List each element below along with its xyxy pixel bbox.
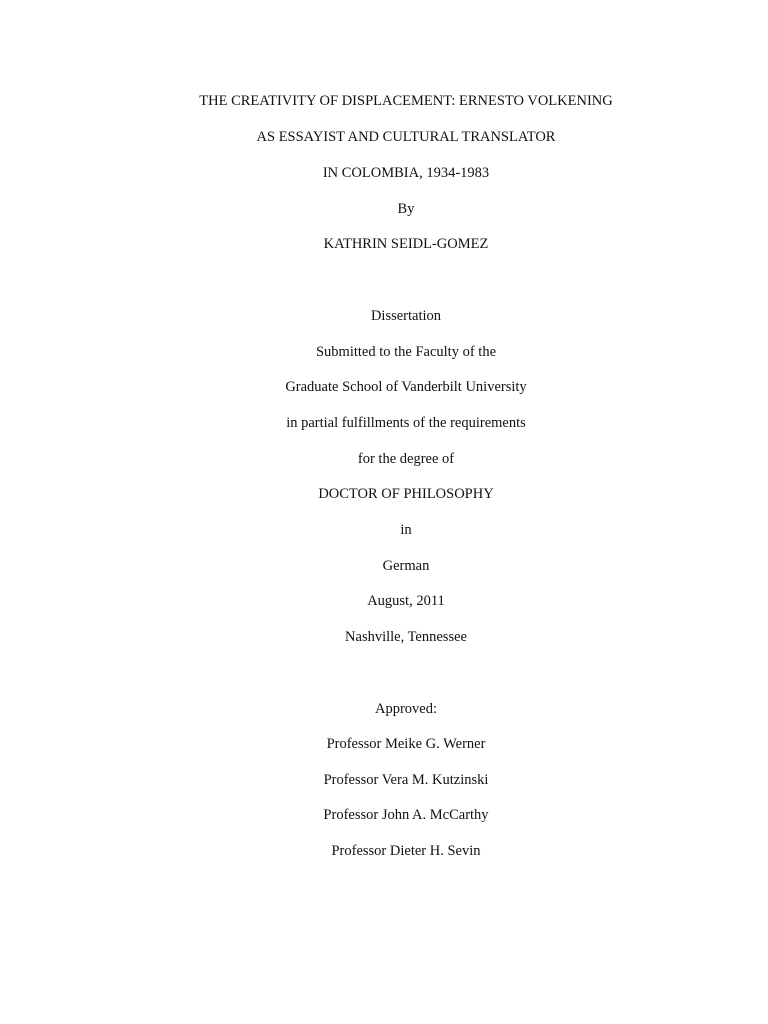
committee-member: Professor Vera M. Kutzinski	[323, 772, 489, 788]
submission-line-1: Submitted to the Faculty of the	[315, 344, 497, 360]
submission-line-3: in partial fulfillments of the requirements	[286, 415, 526, 431]
degree-name: DOCTOR OF PHILOSOPHY	[318, 486, 494, 502]
submission-line-4: for the degree of	[357, 451, 455, 467]
committee-member: Professor John A. McCarthy	[323, 807, 489, 823]
submission-line-2: Graduate School of Vanderbilt University	[285, 379, 527, 395]
by-label: By	[397, 201, 415, 217]
title-line-3: IN COLOMBIA, 1934-1983	[322, 165, 490, 181]
approval-heading: Approved:	[374, 701, 437, 717]
field-of-study: German	[382, 558, 430, 574]
in-label: in	[400, 522, 412, 538]
author-name: KATHRIN SEIDL-GOMEZ	[323, 236, 489, 252]
submission-place: Nashville, Tennessee	[345, 629, 467, 645]
title-line-2: AS ESSAYIST AND CULTURAL TRANSLATOR	[256, 129, 556, 145]
committee-member: Professor Dieter H. Sevin	[331, 843, 481, 859]
committee-member: Professor Meike G. Werner	[326, 736, 486, 752]
submission-date: August, 2011	[367, 593, 445, 609]
title-line-1: THE CREATIVITY OF DISPLACEMENT: ERNESTO VOLKENING	[199, 93, 613, 109]
document-type: Dissertation	[370, 308, 442, 324]
